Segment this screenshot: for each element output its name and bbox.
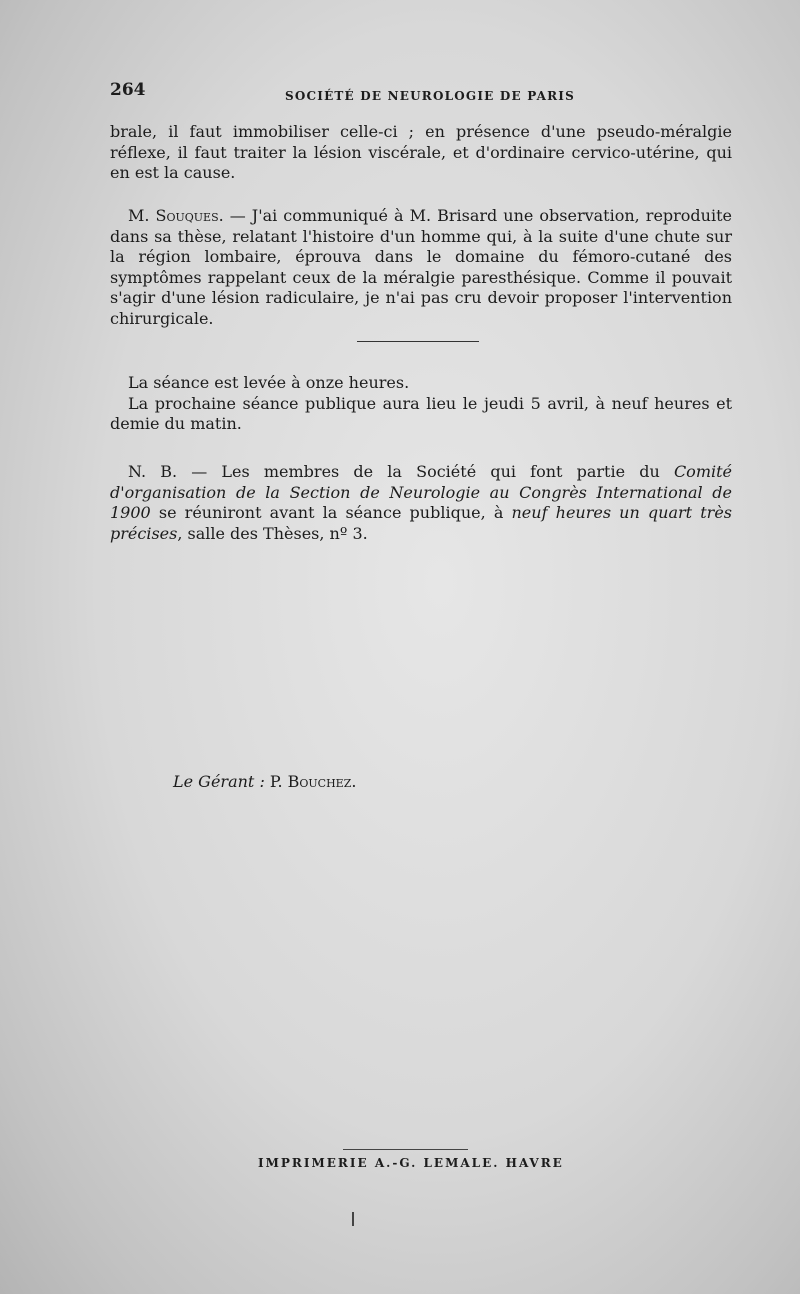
committee-name: Comité d'organisation de la Section de Neurologie au Congrès International de 1900 bbox=[110, 462, 732, 522]
paragraph-text: brale, il faut immobiliser celle-ci ; en présence d'une pseudo-méralgie réflexe, il faut traiter la lésion viscérale, et d'ordinaire cervico-utérine, qui en est la cause. bbox=[110, 122, 732, 182]
signature-line bbox=[173, 772, 356, 791]
signature-name: P. Bouchez. bbox=[269, 772, 357, 791]
nb-mid: se réuniront avant la séance publique, à bbox=[150, 503, 512, 522]
session-closed-line: La séance est levée à onze heures. bbox=[128, 373, 410, 392]
running-title: SOCIÉTÉ DE NEUROLOGIE DE PARIS bbox=[285, 89, 575, 103]
paragraph-nota-bene bbox=[110, 462, 732, 544]
signature-label: Le Gérant : bbox=[173, 772, 265, 791]
printer-imprint: IMPRIMERIE A.-G. LEMALE. HAVRE bbox=[258, 1156, 564, 1170]
footer-divider bbox=[343, 1149, 468, 1150]
paragraph-text: — J'ai communiqué à M. Brisard une observation, reproduite dans sa thèse, relatant l'histoire d'un homme qui, à la suite d'une chute sur la région lombaire, éprouva dans le domaine du fémoro-cutané des symptômes rappelant ceux de la méralgie paresthésique. Comme il pouvait s'agir d'une lésion radiculaire, je n'ai pas cru devoir proposer l'intervention chirurgicale. bbox=[110, 206, 732, 328]
meeting-time: neuf heures un quart très précises bbox=[110, 503, 732, 543]
speaker-name: M. Souques. bbox=[128, 206, 224, 225]
scan-mark bbox=[352, 1212, 354, 1226]
nb-lead: N. B. — Les membres de la Société qui font partie du bbox=[128, 462, 674, 481]
paragraph-souques bbox=[110, 206, 732, 329]
page-header bbox=[110, 80, 750, 106]
paragraph-continuation bbox=[110, 122, 732, 184]
section-divider bbox=[357, 341, 479, 342]
page-number: 264 bbox=[110, 80, 146, 100]
paragraph-session-close bbox=[110, 373, 732, 435]
next-session-line: La prochaine séance publique aura lieu le jeudi 5 avril, à neuf heures et demie du matin. bbox=[110, 393, 732, 433]
nb-tail: , salle des Thèses, nº 3. bbox=[177, 523, 368, 543]
